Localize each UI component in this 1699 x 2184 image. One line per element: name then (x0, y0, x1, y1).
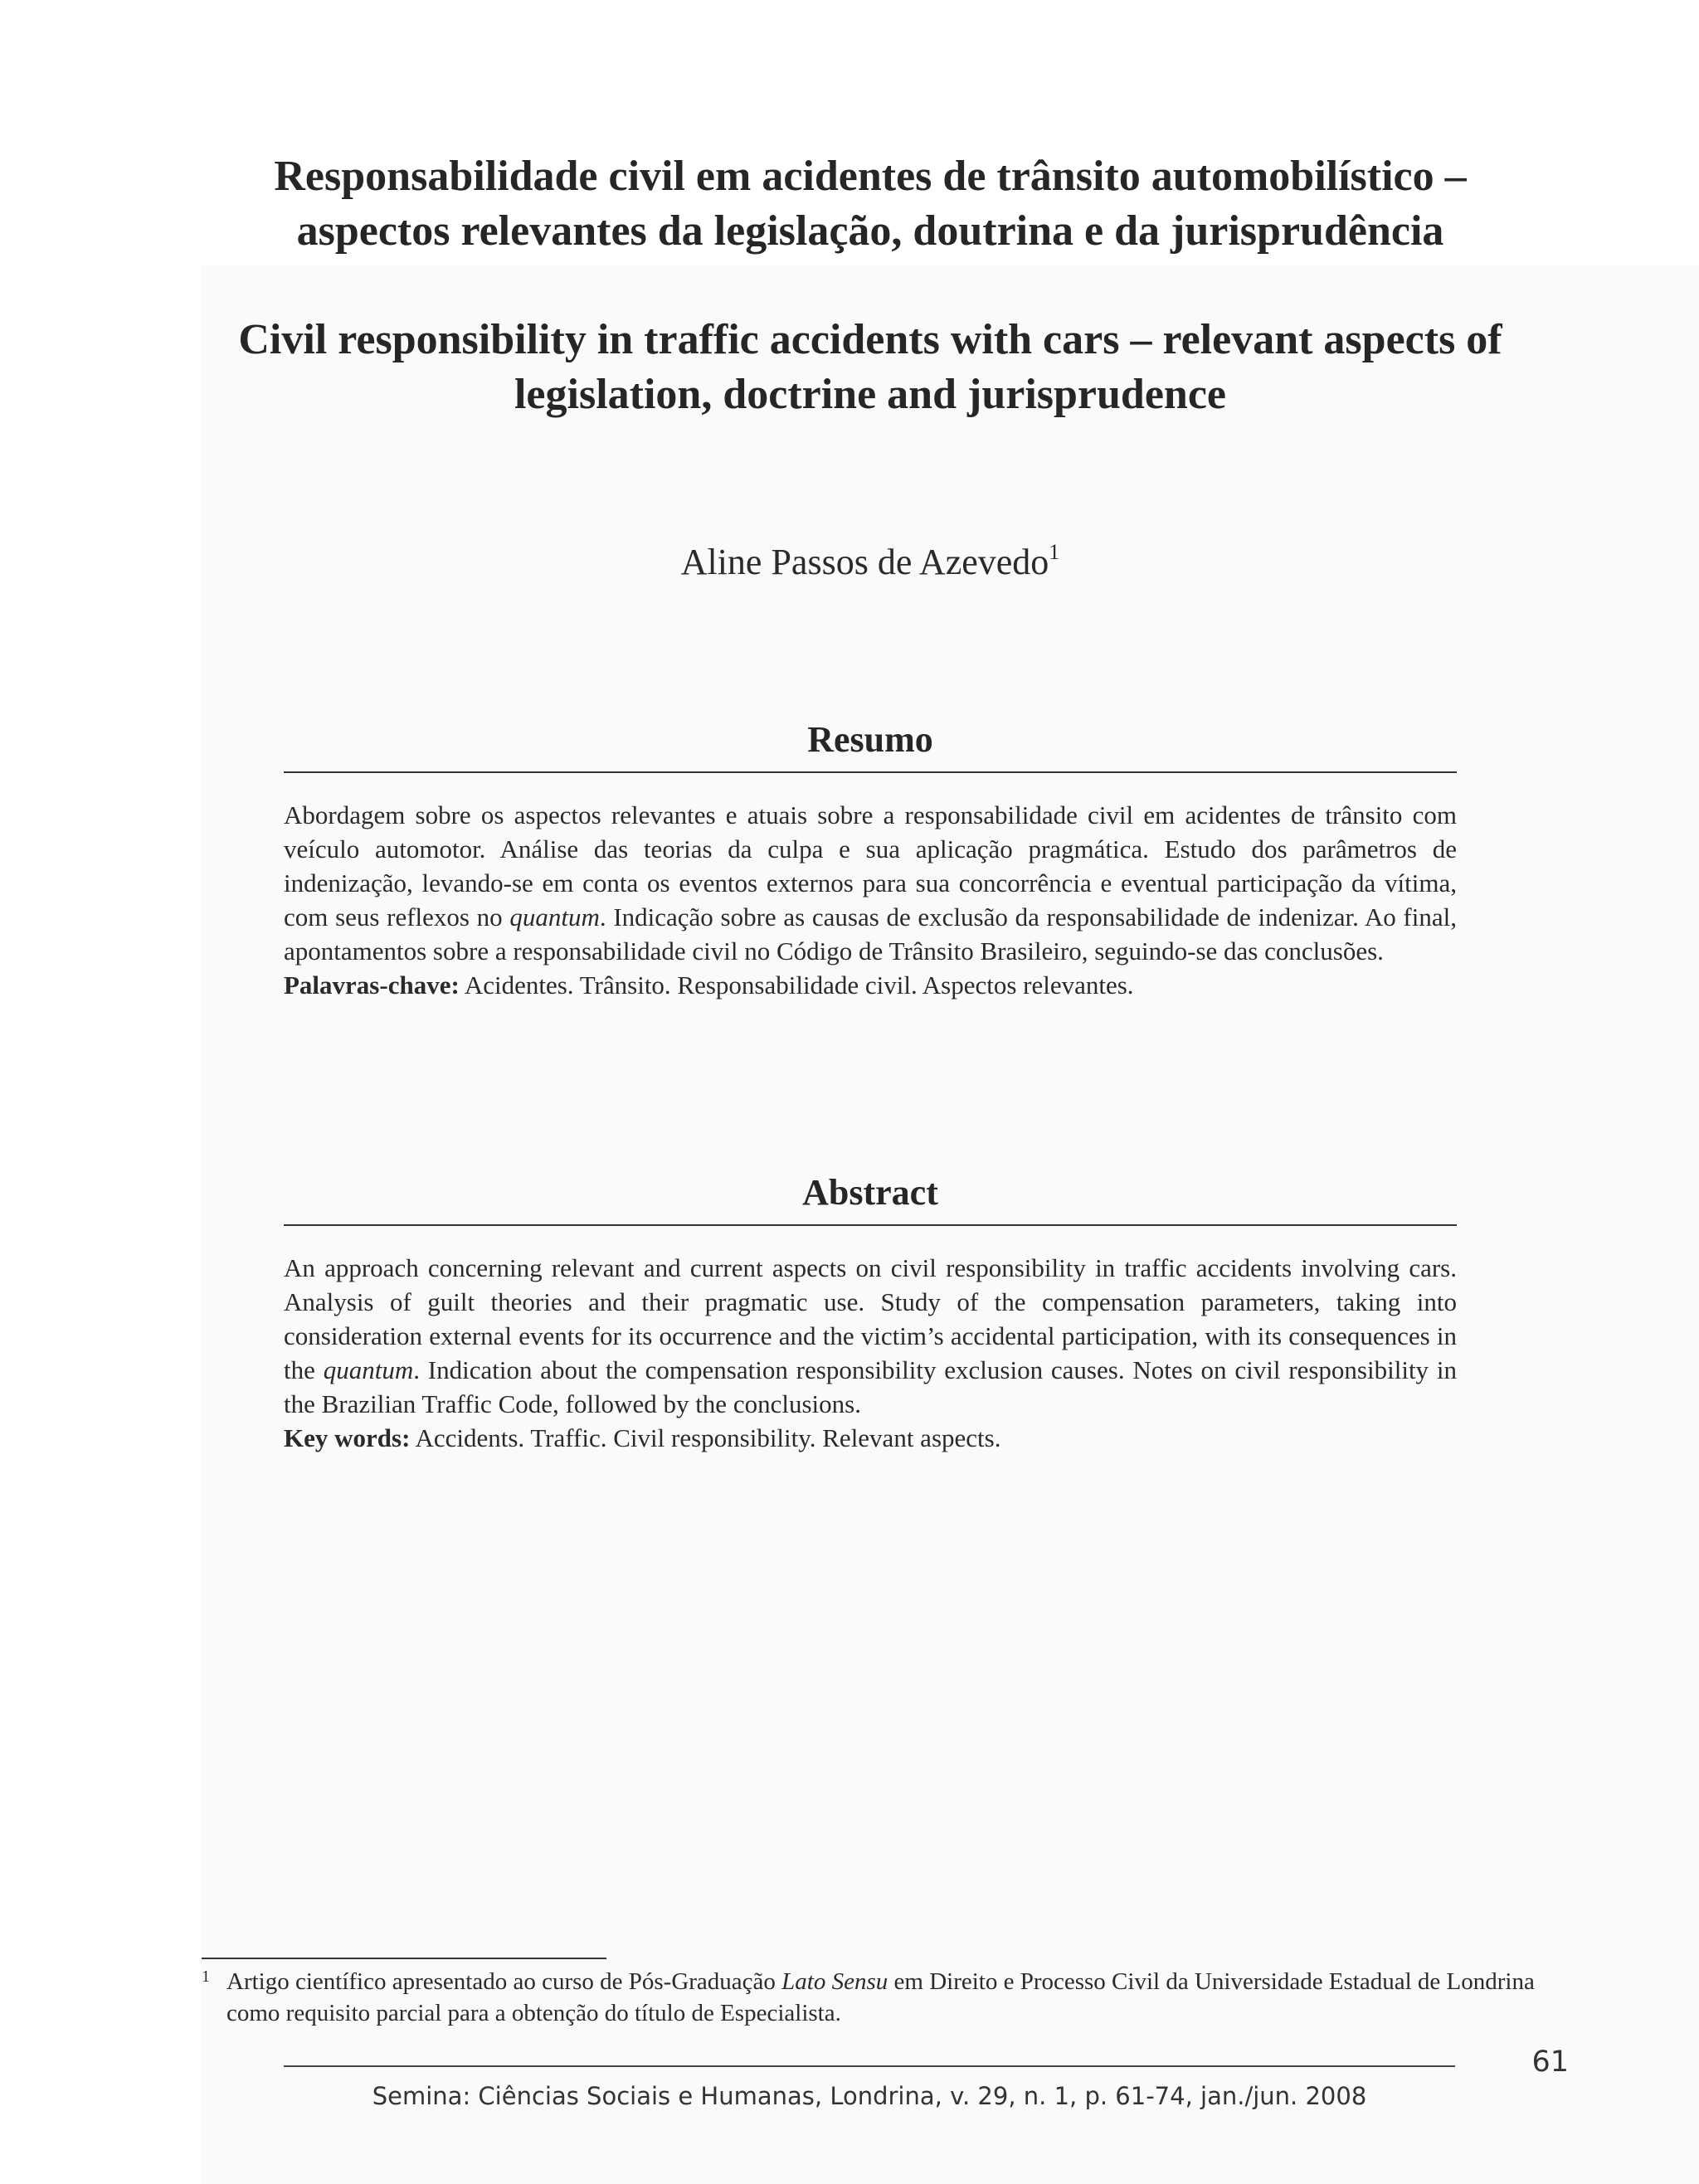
resumo-text-part-1: Abordagem sobre os aspectos relevantes e atuais sobre a responsabilidade civil em acidentes de trânsito com veículo automotor. Análise das teorias da culpa e sua aplicação pragmática. Estudo dos parâmetros de indenização, levando-se em conta os eventos externos para sua concorrência e eventual participação da vítima, com seus reflexos no (284, 800, 1457, 931)
author-footnote-mark: 1 (1049, 540, 1060, 564)
footer-divider (284, 2065, 1455, 2067)
resumo-section (284, 717, 1457, 1002)
abstract-body (284, 1251, 1457, 1455)
abstract-keywords (284, 1421, 1457, 1455)
resumo-body (284, 798, 1457, 1002)
resumo-keywords-list: Acidentes. Trânsito. Responsabilidade civil. Aspectos relevantes. (459, 970, 1134, 1000)
abstract-text-part-1: An approach concerning relevant and current aspects on civil responsibility in traffic accidents involving cars. Analysis of guilt theories and their pragmatic use. Study of the compensation parameters, taking into consideration external events for its occurrence and the victim’s accidental participation, with its consequences in the (284, 1253, 1457, 1384)
footnote (202, 1966, 1541, 2029)
footnote-text (226, 1966, 1541, 2029)
resumo-keywords-label: Palavras-chave: (284, 970, 460, 1000)
title-english (166, 313, 1575, 422)
journal-citation: Semina: Ciências Sociais e Humanas, Londrina, v. 29, n. 1, p. 61-74, jan./jun. 2008 (372, 2082, 1367, 2110)
abstract-keywords-label: Key words: (284, 1423, 411, 1452)
title-portuguese (166, 149, 1575, 259)
abstract-text-part-2: . Indication about the compensation responsibility exclusion causes. Notes on civil responsibility in the Brazilian Traffic Code, followed by the conclusions. (284, 1355, 1457, 1418)
resumo-text-part-2: . Indicação sobre as causas de exclusão da responsabilidade de indenizar. Ao final, apontamentos sobre a responsabilidade civil no Código de Trânsito Brasileiro, seguindo-se das conclusões. (284, 902, 1457, 966)
footnote-divider (202, 1958, 606, 1959)
page-number: 61 (1531, 2045, 1569, 2079)
footnote-text-part-2: em Direito e Processo Civil da Universidade Estadual de Londrina como requisito parcial para a obtenção do título de Especialista. (226, 1968, 1535, 2026)
footnote-italic-term: Lato Sensu (781, 1968, 888, 1995)
abstract-paragraph (284, 1251, 1457, 1421)
resumo-keywords (284, 968, 1457, 1002)
author-name: Aline Passos de Azevedo (680, 542, 1049, 582)
resumo-italic-term: quantum (509, 902, 600, 931)
abstract-section (284, 1170, 1457, 1455)
author (166, 539, 1575, 586)
abstract-heading: Abstract (284, 1170, 1457, 1226)
footnote-mark: 1 (202, 1968, 210, 1986)
resumo-heading: Resumo (284, 717, 1457, 773)
footnote-text-part-1: Artigo científico apresentado ao curso de Pós-Graduação (226, 1968, 782, 1995)
title-english-line-2: legislation, doctrine and jurisprudence (514, 371, 1227, 418)
resumo-paragraph (284, 798, 1457, 968)
title-portuguese-line-2: aspectos relevantes da legislação, doutrina e da jurisprudência (296, 207, 1444, 255)
title-portuguese-line-1: Responsabilidade civil em acidentes de trânsito automobilístico – (274, 153, 1467, 200)
abstract-italic-term: quantum (323, 1355, 414, 1384)
title-english-line-1: Civil responsibility in traffic accidents with cars – relevant aspects of (238, 316, 1502, 363)
abstract-keywords-list: Accidents. Traffic. Civil responsibility. Relevant aspects. (410, 1423, 1001, 1452)
